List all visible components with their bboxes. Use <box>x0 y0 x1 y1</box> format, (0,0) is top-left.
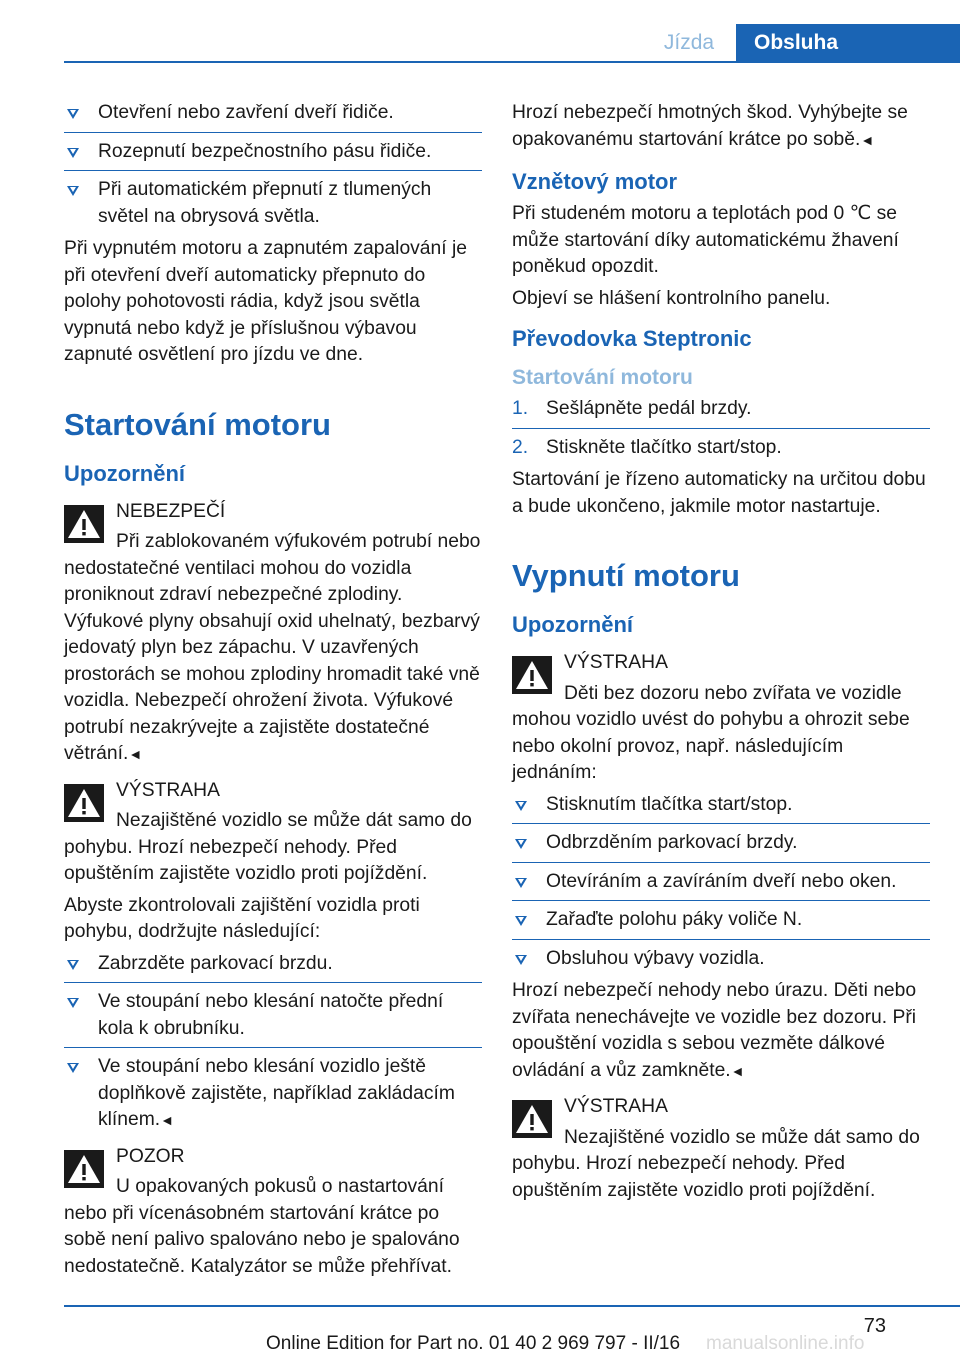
end-mark-icon: ◄ <box>128 746 143 762</box>
warning-title: VÝSTRAHA <box>564 652 668 673</box>
paragraph: Objeví se hlášení kontrolního panelu. <box>512 287 831 309</box>
end-mark-icon: ◄ <box>860 131 875 148</box>
warning-title: VÝSTRAHA <box>564 1096 668 1117</box>
tab-jizda[interactable]: Jízda <box>663 31 715 54</box>
list-item: Rozepnutí bezpečnostního pásu řidiče. <box>64 139 482 172</box>
list-item <box>512 435 930 462</box>
securing-list <box>64 951 482 1134</box>
warning-triangle-icon <box>512 1100 552 1138</box>
list-item <box>64 1054 482 1134</box>
list-item: Ve stoupání nebo klesání natočte přední kola k obrubníku. <box>64 989 482 1048</box>
heading-notice: Upozornění <box>512 612 633 637</box>
warning-text: Děti bez dozoru nebo zvířata ve vozidle mohou vozidlo uvést do pohybu a ohrozit sebe nebo okolní provoz, např. následujícím jednáním: <box>512 682 910 783</box>
end-mark-icon: ◄ <box>160 1112 175 1128</box>
warning-block <box>512 1094 930 1204</box>
subheading-starting: Startování motoru <box>512 366 693 389</box>
heading-notice: Upozornění <box>64 460 185 486</box>
step-text: Sešlápněte pedál brzdy. <box>546 398 752 419</box>
warning-triangle-icon <box>512 656 552 694</box>
heading-steptronic: Převodovka Steptronic <box>512 326 752 351</box>
heading-starting-engine: Startování motoru <box>64 406 331 442</box>
left-column <box>64 100 482 1285</box>
paragraph: Hrozí nebezpečí nehody nebo úrazu. Děti nebo zvířata nenechávejte ve vozidle bez dozoru. Při opouštění vozidla s sebou vezměte dálkové ovládání a vůz zamkněte. <box>512 980 917 1081</box>
paragraph: Abyste zkontrolovali zajištění vozidla proti pohybu, dodržujte následující: <box>64 894 420 942</box>
child-risk-list <box>512 792 930 973</box>
step-text: Stiskněte tlačítko start/stop. <box>546 436 782 458</box>
list-item <box>512 396 930 429</box>
page-number: 73 <box>863 1315 886 1337</box>
step-number: 1. <box>512 398 529 419</box>
step-number: 2. <box>512 436 529 458</box>
list-item: Odbrzděním parkovací brzdy. <box>512 830 930 863</box>
steps-list <box>512 396 930 461</box>
list-item: Stisknutím tlačítka start/stop. <box>512 792 930 825</box>
warning-text: U opakovaných pokusů o nastartování nebo při vícenásobném startování krátce po sobě není palivo spalováno nebo je spalováno nedostatečně. Katalyzátor se může přehřívat. <box>64 1176 460 1277</box>
warning-title: NEBEZPEČÍ <box>116 500 226 522</box>
edition-text: Online Edition for Part no. 01 40 2 969 797 - II/16 <box>266 1333 681 1354</box>
watermark: manualsonline.info <box>706 1333 865 1354</box>
heading-engine-off: Vypnutí motoru <box>512 558 740 593</box>
heading-diesel: Vznětový motor <box>512 169 678 194</box>
warning-title: VÝSTRAHA <box>116 779 220 801</box>
paragraph: Startování je řízeno automaticky na určitou dobu a bude ukončeno, jakmile motor nastartuje. <box>512 469 926 517</box>
warning-text: Nezajištěné vozidlo se může dát samo do pohybu. Hrozí nebezpečí nehody. Před opuštěním zajistěte vozidlo proti pojíždění. <box>64 810 472 884</box>
warning-block <box>64 778 482 888</box>
list-item: Otevíráním a zavíráním dveří nebo oken. <box>512 869 930 902</box>
list-item: Otevření nebo zavření dveří řidiče. <box>64 100 482 133</box>
footer-rule <box>64 1305 960 1307</box>
paragraph: Hrozí nebezpečí hmotných škod. Vyhýbejte se opakovanému startování krátce po sobě. <box>512 102 908 150</box>
list-item: Zařaďte polohu páky voliče N. <box>512 907 930 940</box>
warning-text: Při zablokovaném výfukovém potrubí nebo nedostatečné ventilaci mohou do vozidla proniknout zdraví nebezpečné zplodiny. Výfukové plyny obsahují oxid uhelnatý, bezbarvý jedovatý plyn bez zápachu. V uzavřených prostorách se mohou zplodiny hromadit také vně vozidla. Nebezpečí ohrožení života. Výfukové potrubí nezakrývejte a zajistěte dostatečné větrání. <box>64 531 481 764</box>
paragraph: Při vypnutém motoru a zapnutém zapalování je při otevření dveří automaticky přepnuto do polohy pohotovosti rádia, když jsou světla vypnutá nebo když je příslušnou výbavou zapnuté osvětlení pro jízdu ve dne. <box>64 238 467 365</box>
door-list <box>64 100 482 230</box>
tab-obsluha[interactable]: Obsluha <box>736 24 960 62</box>
warning-title: POZOR <box>116 1145 185 1167</box>
paragraph: Při studeném motoru a teplotách pod 0 ℃ se může startování díky automatickému žhavení poněkud opozdit. <box>512 203 899 277</box>
warning-triangle-icon <box>64 505 104 543</box>
warning-text: Nezajištěné vozidlo se může dát samo do pohybu. Hrozí nebezpečí nehody. Před opuštěním zajistěte vozidlo proti pojíždění. <box>512 1126 920 1201</box>
warning-block <box>64 499 482 768</box>
right-column <box>512 100 930 1209</box>
warning-triangle-icon <box>64 1150 104 1188</box>
list-item-text: Ve stoupání nebo klesání vozidlo ještě doplňkově zajistěte, například zakládacím klínem. <box>98 1056 455 1130</box>
warning-triangle-icon <box>64 784 104 822</box>
list-item: Obsluhou výbavy vozidla. <box>512 946 930 973</box>
end-mark-icon: ◄ <box>730 1062 745 1079</box>
warning-block <box>512 650 930 787</box>
list-item: Při automatickém přepnutí z tlumených světel na obrysová světla. <box>64 177 482 230</box>
list-item: Zabrzděte parkovací brzdu. <box>64 951 482 984</box>
caution-block <box>64 1144 482 1281</box>
